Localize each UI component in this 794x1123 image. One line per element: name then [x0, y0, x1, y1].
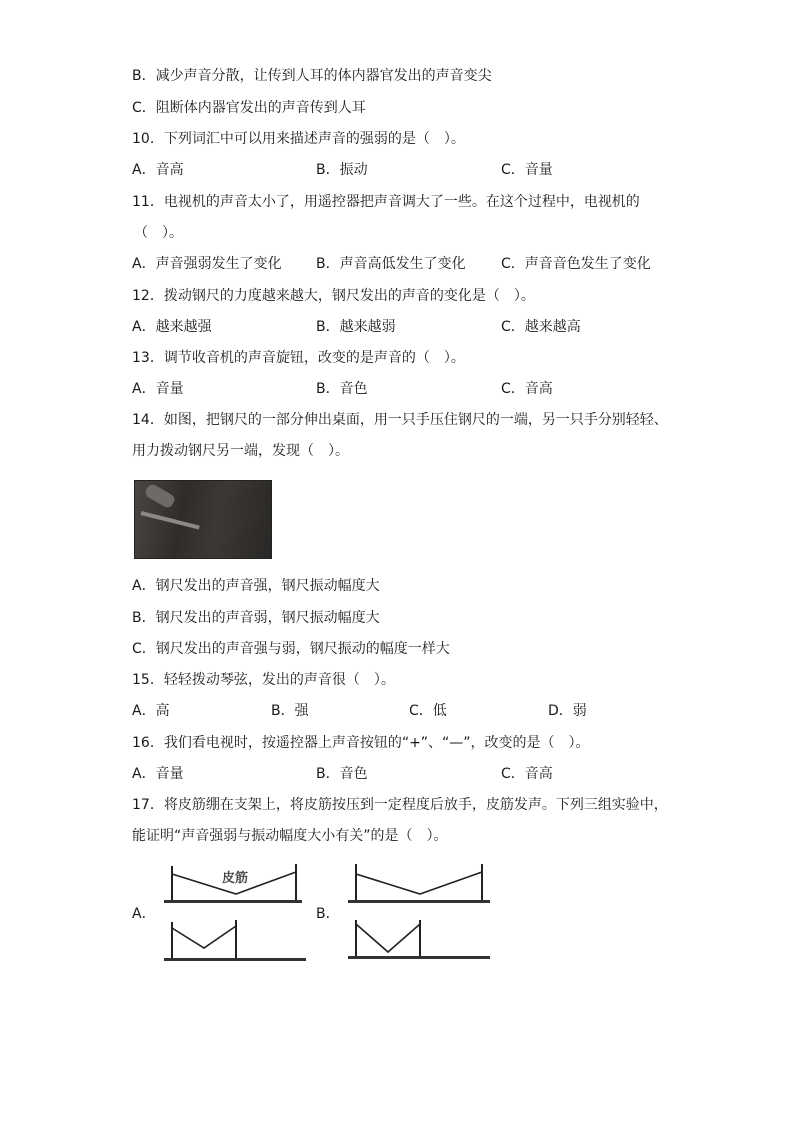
steel-ruler-photo	[134, 480, 272, 559]
line-b-option: B．减少声音分散，让传到人耳的体内器官发出的声音变尖	[132, 68, 492, 84]
q12-option-c: C．越来越高	[501, 319, 581, 335]
q13-option-c: C．音高	[501, 381, 553, 397]
question-17-cont: 能证明“声音强弱与振动幅度大小有关”的是（ ）。	[132, 828, 448, 844]
q10-option-a: A．音高	[132, 162, 184, 178]
question-14: 14．如图，把钢尺的一部分伸出桌面，用一只手压住钢尺的一端，另一只手分别轻轻、	[132, 412, 668, 428]
rubber-band-figure-a	[160, 860, 310, 966]
hand-shape	[144, 482, 177, 509]
q11-option-b: B．声音高低发生了变化	[316, 256, 466, 272]
question-11: 11．电视机的声音太小了，用遥控器把声音调大了一些。在这个过程中，电视机的	[132, 194, 640, 210]
q10-option-b: B．振动	[316, 162, 368, 178]
q11-option-c: C．声音音色发生了变化	[501, 256, 651, 272]
question-14-cont: 用力拨动钢尺另一端，发现（ ）。	[132, 443, 349, 459]
line-c-option: C．阻断体内器官发出的声音传到人耳	[132, 100, 366, 116]
question-11-cont: （ ）。	[134, 225, 183, 241]
q17-option-a-label: A．	[132, 906, 156, 922]
ruler-shape	[141, 511, 200, 529]
q16-option-b: B．音色	[316, 766, 368, 782]
q17-option-b-label: B．	[316, 906, 340, 922]
q14-option-b: B．钢尺发出的声音弱，钢尺振动幅度大	[132, 610, 380, 626]
question-12: 12．拨动钢尺的力度越来越大，钢尺发出的声音的变化是（ ）。	[132, 288, 535, 304]
q12-option-a: A．越来越强	[132, 319, 212, 335]
q14-option-c: C．钢尺发出的声音强与弱，钢尺振动的幅度一样大	[132, 641, 450, 657]
q12-option-b: B．越来越弱	[316, 319, 396, 335]
rubber-band-label: 皮筋	[222, 871, 249, 886]
question-10: 10．下列词汇中可以用来描述声音的强弱的是（ ）。	[132, 131, 465, 147]
q15-option-d: D．弱	[548, 703, 587, 719]
q11-option-a: A．声音强弱发生了变化	[132, 256, 282, 272]
q15-option-a: A．高	[132, 703, 170, 719]
q13-option-a: A．音量	[132, 381, 184, 397]
question-15: 15．轻轻拨动琴弦，发出的声音很（ ）。	[132, 672, 395, 688]
q16-option-a: A．音量	[132, 766, 184, 782]
q13-option-b: B．音色	[316, 381, 368, 397]
q15-option-b: B．强	[271, 703, 309, 719]
q10-option-c: C．音量	[501, 162, 553, 178]
q16-option-c: C．音高	[501, 766, 553, 782]
question-16: 16．我们看电视时，按遥控器上声音按钮的“+”、“—”，改变的是（ ）。	[132, 735, 590, 751]
question-13: 13．调节收音机的声音旋钮，改变的是声音的（ ）。	[132, 350, 465, 366]
rubber-band-figure-b	[344, 860, 494, 966]
q15-option-c: C．低	[409, 703, 447, 719]
question-17: 17．将皮筋绷在支架上，将皮筋按压到一定程度后放手，皮筋发声。下列三组实验中，	[132, 797, 668, 813]
q14-option-a: A．钢尺发出的声音强，钢尺振动幅度大	[132, 578, 380, 594]
